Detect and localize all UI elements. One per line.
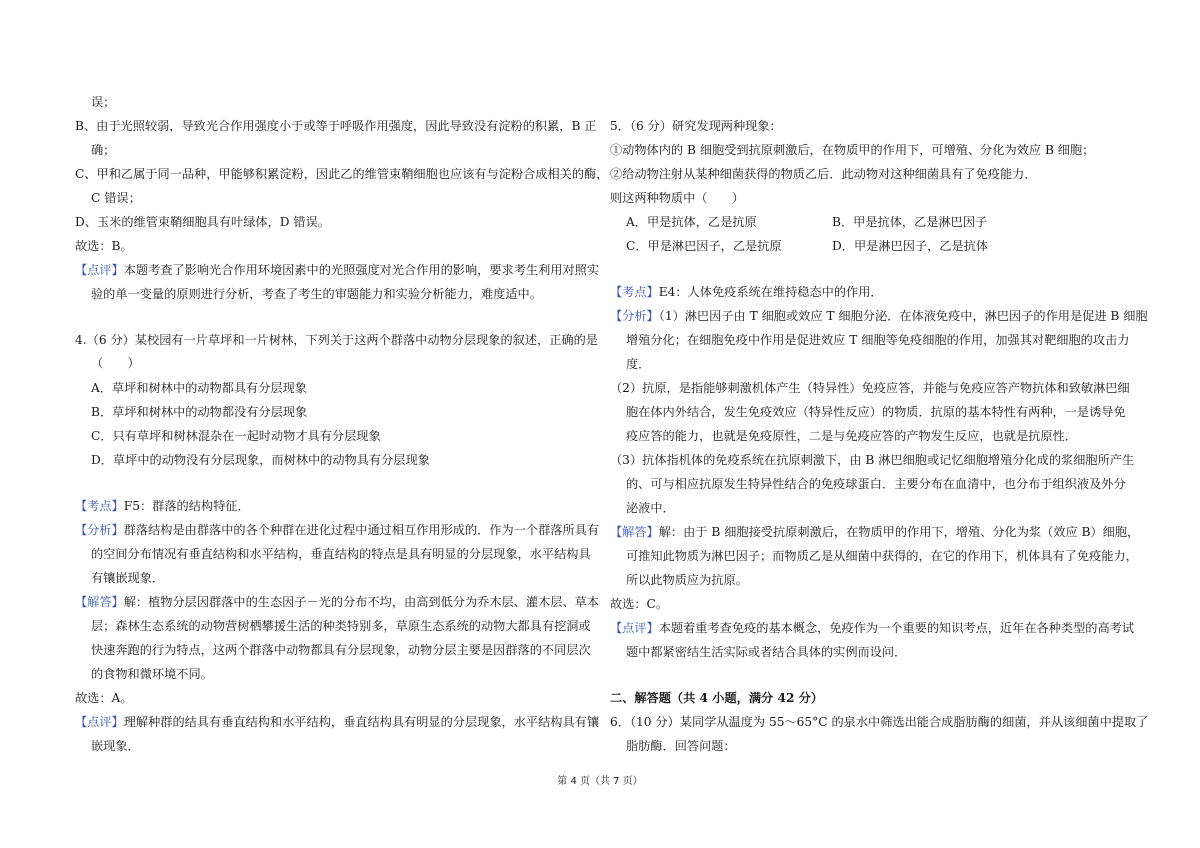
text-line: 的、可与相应抗原发生特异性结合的免疫球蛋白．主要分布在血清中，也分布于组织液及外分: [626, 477, 1126, 491]
text-line: 嵌现象．: [91, 739, 140, 753]
text-line: 则这两种物质中（ ）: [610, 191, 745, 205]
analysis-tag: 【分析】: [75, 523, 124, 537]
option-d: D．甲是淋巴因子，乙是抗体: [832, 239, 989, 253]
answer-tag: 【解答】: [610, 525, 659, 539]
text-line: 的食物和微环境不同。: [91, 667, 213, 681]
review-tag: 【点评】: [75, 263, 124, 277]
analysis-tag: 【分析】: [610, 309, 659, 323]
knowledge-tag: 【考点】: [75, 499, 124, 513]
option-c: C．甲是淋巴因子，乙是抗原: [626, 239, 782, 253]
question-5-stem: 5．（6 分）研究发现两种现象：: [610, 119, 782, 133]
text-line: 度．: [626, 357, 651, 371]
text-line: 快速奔跑的行为特点，这两个群落中动物都具有分层现象，动物分层主要是因群落的不同层次: [91, 643, 591, 657]
text-line: D、玉米的维管束鞘细胞具有叶绿体，D 错误。: [75, 215, 330, 229]
review-tag: 【点评】: [75, 715, 124, 729]
text-line: 故选：B。: [75, 239, 133, 253]
text-line: 所以此物质应为抗原。: [626, 573, 748, 587]
text-line: （2）抗原，是指能够刺激机体产生（特异性）免疫应答，并能与免疫应答产物抗体和致敏淋巴细: [610, 381, 1130, 395]
text-line: 误；: [91, 95, 116, 109]
text-line: B、由于光照较弱，导致光合作用强度小于或等于呼吸作用强度，因此导致没有淀粉的积累，B 正: [75, 119, 597, 133]
option-b: B．甲是抗体，乙是淋巴因子: [832, 215, 988, 229]
review-line: 【点评】本题着重考查免疫的基本概念，免疫作为一个重要的知识考点，近年在各种类型的高考试: [610, 621, 1135, 635]
text-line: ①动物体内的 B 细胞受到抗原刺激后，在物质甲的作用下，可增殖、分化为效应 B 细胞；: [610, 143, 1095, 157]
text-line: 验的单一变量的原则进行分析，考查了考生的审题能力和实验分析能力，难度适中。: [91, 287, 542, 301]
review-line: 【点评】理解种群的结具有垂直结构和水平结构，垂直结构具有明显的分层现象，水平结构具有镶: [75, 715, 600, 729]
text-line: 的空间分布情况有垂直结构和水平结构，垂直结构的特点是具有明显的分层现象，水平结构具: [91, 547, 591, 561]
answer-tag: 【解答】: [75, 595, 124, 609]
text-line: 可推知此物质为淋巴因子；而物质乙是从细菌中获得的，在它的作用下，机体具有了免疫能力，: [626, 549, 1138, 563]
question-4-stem: 4.（6 分）某校园有一片草坪和一片树林，下列关于这两个群落中动物分层现象的叙述，正确的是: [75, 333, 598, 347]
question-6-stem: 6．（10 分）某同学从温度为 55～65°C 的泉水中筛选出能合成脂肪酶的细菌，并从该细菌中提取了: [610, 715, 1149, 729]
text-line: 脂肪酶．回答问题：: [626, 739, 736, 753]
review-line: 【点评】本题考查了影响光合作用环境因素中的光照强度对光合作用的影响，要求考生利用对照实: [75, 263, 600, 277]
section-heading: 二、解答题（共 4 小题，满分 42 分）: [610, 691, 824, 705]
knowledge-point-line: 【考点】F5：群落的结构特征．: [75, 499, 250, 513]
analysis-line: 【分析】（1）淋巴因子由 T 细胞或效应 T 细胞分泌．在体液免疫中，淋巴因子的作用是促进 B 细胞: [610, 309, 1148, 323]
text-line: 有镶嵌现象．: [91, 571, 165, 585]
analysis-line: 【分析】群落结构是由群落中的各个种群在进化过程中通过相互作用形成的．作为一个群落所具有: [75, 523, 600, 537]
text-line: 层；森林生态系统的动物营树栖攀援生活的种类特别多，草原生态系统的动物大都具有挖洞或: [91, 619, 591, 633]
text-line: C、甲和乙属于同一品种，甲能够积累淀粉，因此乙的维管束鞘细胞也应该有与淀粉合成相关的酶，: [75, 167, 609, 181]
option-d: D．草坪中的动物没有分层现象，而树林中的动物具有分层现象: [91, 453, 430, 467]
knowledge-tag: 【考点】: [610, 285, 659, 299]
page-footer: 第 4 页（共 7 页）: [557, 776, 643, 787]
text-line: （ ）: [91, 356, 140, 370]
text-line: C 错误；: [91, 191, 141, 205]
answer-line: 【解答】解：由于 B 细胞接受抗原刺激后，在物质甲的作用下，增殖、分化为浆（效应 B）细胞，: [610, 525, 1140, 539]
option-b: B．草坪和树林中的动物都没有分层现象: [91, 405, 308, 419]
knowledge-point-line: 【考点】E4：人体免疫系统在维持稳态中的作用．: [610, 285, 883, 299]
text-line: 题中都紧密结生活实际或者结合具体的实例而设问．: [626, 645, 907, 659]
text-line: 增殖分化；在细胞免疫中作用是促进效应 T 细胞等免疫细胞的作用，加强其对靶细胞的攻击力: [626, 333, 1130, 347]
text-line: 胞在体内外结合，发生免疫效应（特异性反应）的物质．抗原的基本特性有两种，一是诱导免: [626, 405, 1126, 419]
text-line: （3）抗体指机体的免疫系统在抗原刺激下，由 B 淋巴细胞或记忆细胞增殖分化成的浆细胞所产生: [610, 453, 1135, 467]
text-line: ②给动物注射从某种细菌获得的物质乙后．此动物对这种细菌具有了免疫能力．: [610, 167, 1037, 181]
answer-line: 【解答】解：植物分层因群落中的生态因子－光的分布不均，由高到低分为乔木层、灌木层、草本: [75, 595, 600, 609]
text-line: 泌液中．: [626, 501, 675, 515]
review-tag: 【点评】: [610, 621, 659, 635]
text-line: 故选：A。: [75, 691, 133, 705]
text-line: 故选：C。: [610, 597, 669, 611]
option-a: A．草坪和树林中的动物都具有分层现象: [91, 381, 307, 395]
option-a: A．甲是抗体，乙是抗原: [626, 215, 757, 229]
text-line: 确；: [91, 143, 116, 157]
text-line: 疫应答的能力，也就是免疫原性，二是与免疫应答的产物发生反应，也就是抗原性．: [626, 429, 1077, 443]
option-c: C．只有草坪和树林混杂在一起时动物才具有分层现象: [91, 429, 381, 443]
